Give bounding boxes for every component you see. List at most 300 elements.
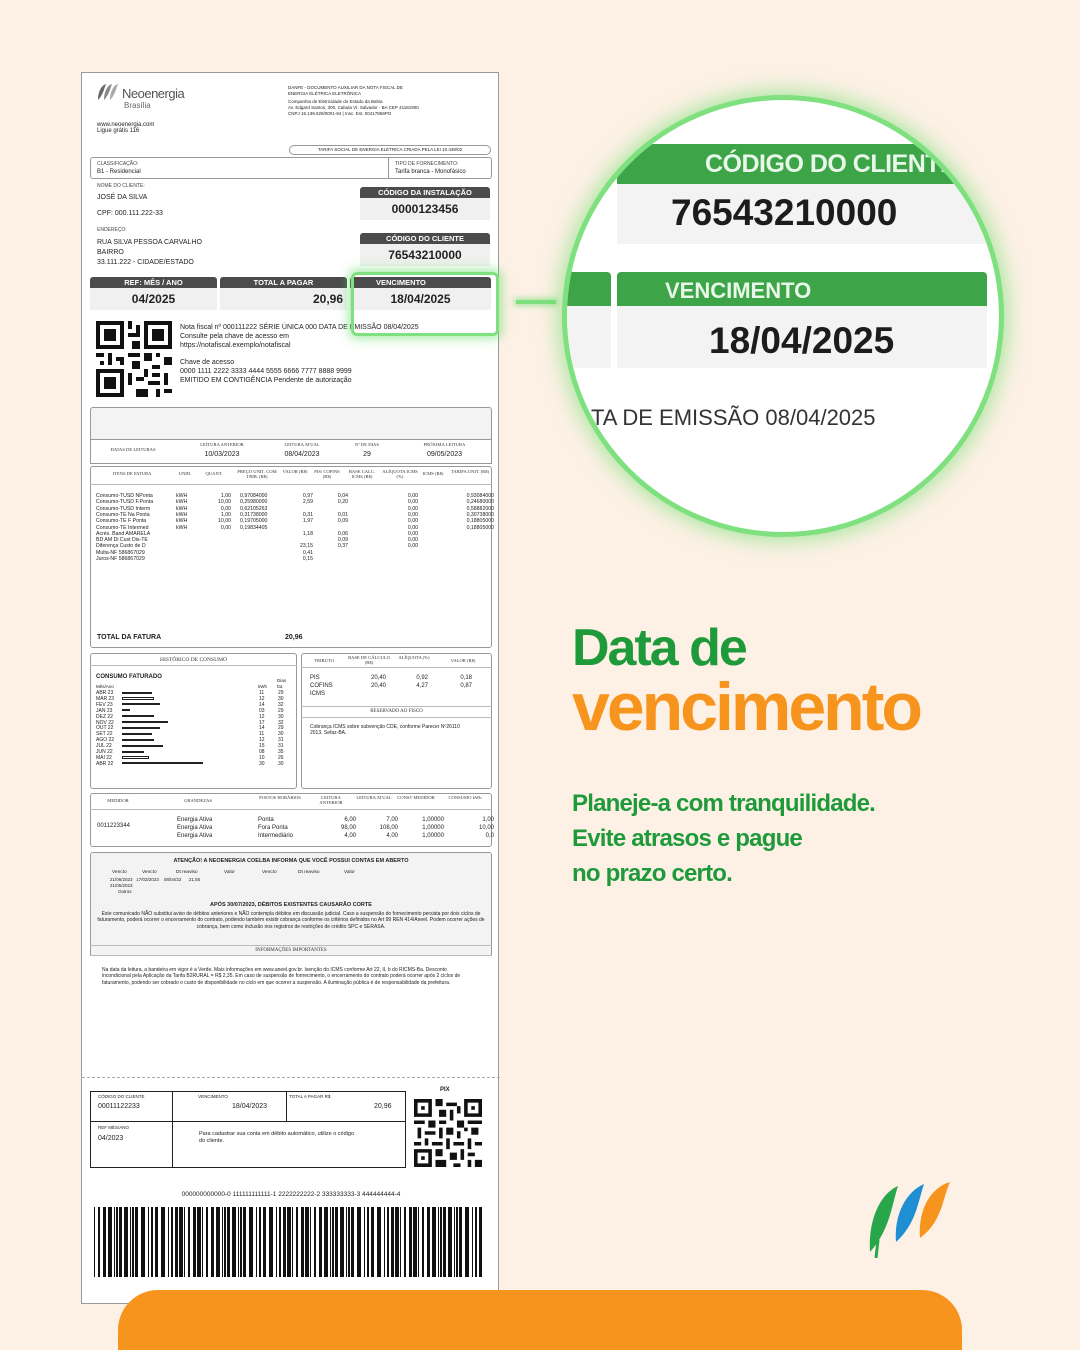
item-price: 0,31738000 bbox=[240, 511, 268, 518]
barcode-bar bbox=[240, 1207, 242, 1277]
meter-divider bbox=[90, 809, 492, 810]
barcode-bar bbox=[387, 1207, 389, 1277]
ref-header: REF: MÊS / ANO bbox=[90, 277, 217, 288]
meter-atual: 7,00 bbox=[386, 817, 398, 823]
meter-col-3: LEITURA ANTERIOR bbox=[319, 795, 343, 806]
barcode-bar bbox=[197, 1207, 201, 1277]
history-days: 30 bbox=[278, 731, 284, 738]
barcode-bar bbox=[211, 1207, 214, 1277]
history-bar bbox=[122, 751, 144, 753]
history-month: AGO 22 bbox=[96, 737, 115, 744]
barcode-bar bbox=[371, 1207, 374, 1277]
barcode-bar bbox=[148, 1207, 149, 1277]
item-aliq: 0,00 bbox=[407, 518, 418, 525]
items-col-7: ALÍQUOTA ICMS (%) bbox=[382, 469, 418, 480]
history-kwh: 14 bbox=[259, 725, 265, 732]
due-header: VENCIMENTO bbox=[350, 277, 491, 288]
barcode-bar bbox=[188, 1207, 190, 1277]
history-col-month: Mês/Ano bbox=[96, 684, 114, 689]
history-days: 32 bbox=[278, 719, 284, 726]
history-divider bbox=[90, 665, 297, 666]
items-header-divider bbox=[90, 484, 492, 485]
barcode-bar bbox=[391, 1207, 394, 1277]
zoom-lens bbox=[567, 100, 999, 532]
meter-const: 1,00000 bbox=[422, 825, 444, 831]
item-pis: 0,01 bbox=[337, 511, 348, 518]
item-price: 0,19705000 bbox=[240, 518, 268, 525]
barcode-bar bbox=[124, 1207, 128, 1277]
item-pis: 0,04 bbox=[337, 493, 348, 499]
barcode-bar bbox=[404, 1207, 406, 1277]
history-kwh: 17 bbox=[259, 719, 265, 726]
history-month: JUL 22 bbox=[96, 743, 112, 750]
notice-col: Vencto bbox=[142, 870, 157, 875]
reading-val-2: 29 bbox=[363, 451, 371, 458]
reading-col-2: Nº DE DIAS bbox=[355, 442, 379, 447]
barcode-bar bbox=[292, 1207, 293, 1277]
history-month: ABR 23 bbox=[96, 690, 114, 696]
history-kwh: 30 bbox=[259, 760, 265, 767]
meter-const: 1,00000 bbox=[422, 817, 444, 823]
meter-grandezas: Energia Ativa bbox=[177, 825, 213, 831]
item-quant: 0,00 bbox=[220, 524, 231, 531]
reserved-divider-bottom bbox=[301, 717, 492, 718]
tax-col-2: ALÍQUOTA (%) bbox=[398, 655, 430, 660]
customer-cpf: CPF: 000.111.222-33 bbox=[97, 210, 163, 217]
barcode-bar bbox=[98, 1207, 100, 1277]
meter-const: 1,00000 bbox=[422, 833, 444, 839]
info-title: INFORMAÇÕES IMPORTANTES bbox=[255, 948, 327, 953]
tarifa-social-note: TARIFA SOCIAL DE ENERGIA ELÉTRICA CRIADA PELA LEI 10.438/02 bbox=[289, 145, 491, 155]
item-price: 0,19834405 bbox=[240, 524, 268, 531]
item-name: Acrés. Band AMARELA bbox=[96, 530, 151, 537]
item-tarifa: 0,30738000 bbox=[466, 511, 494, 518]
history-days: 30 bbox=[278, 713, 284, 720]
barcode-bar bbox=[238, 1207, 239, 1277]
neoenergia-logo bbox=[96, 83, 120, 104]
item-aliq: 0,00 bbox=[407, 537, 418, 544]
barcode-bar bbox=[472, 1207, 473, 1277]
meter-col-1: GRANDEZAS bbox=[184, 798, 212, 803]
barcode-bar bbox=[296, 1207, 298, 1277]
meter-col-6: CONSUMO kWh bbox=[448, 795, 482, 800]
customer-name: JOSÉ DA SILVA bbox=[97, 194, 148, 201]
history-month: JUN 22 bbox=[96, 749, 113, 755]
tax-note: Cobrança ICMS sobre subvenção CDE, conforme Parecer Nº26110 2013. Sefaz-BA. bbox=[310, 724, 460, 737]
barcode-bar bbox=[346, 1207, 347, 1277]
zoom-client-code: 76543210000 bbox=[671, 192, 898, 233]
item-pis: 0,09 bbox=[337, 537, 348, 544]
barcode-bar bbox=[227, 1207, 230, 1277]
nf-qr-code-icon[interactable] bbox=[96, 321, 172, 397]
barcode-bar bbox=[427, 1207, 430, 1277]
history-bar bbox=[122, 715, 154, 717]
barcode-bar bbox=[243, 1207, 246, 1277]
address-label: ENDEREÇO: bbox=[97, 227, 127, 233]
meter-postos: Intermediário bbox=[258, 833, 294, 839]
meter-col-2: POSTOS HORÁRIOS bbox=[259, 795, 301, 800]
meter-id: 0011223344 bbox=[97, 823, 130, 829]
history-title: HISTÓRICO DE CONSUMO bbox=[160, 657, 227, 663]
history-month: NOV 22 bbox=[96, 719, 114, 726]
company-name: Companhia de Eletricidade do Estado da Bahia bbox=[288, 99, 383, 104]
items-col-2: QUANT. bbox=[205, 471, 223, 476]
nf-key: 0000 1111 2222 3333 4444 5555 6666 7777 8888 9999 bbox=[180, 368, 352, 375]
item-unid: kWH bbox=[176, 493, 188, 499]
barcode-bar bbox=[432, 1207, 436, 1277]
item-valor: 0,15 bbox=[302, 556, 313, 562]
notice-after: APÓS 30/07/2023, DÉBITOS EXISTENTES CAUSARÃO CORTE bbox=[210, 902, 372, 908]
history-col-days: Dias fat. bbox=[277, 678, 287, 689]
barcode-bar bbox=[310, 1207, 311, 1277]
install-code-header: CÓDIGO DA INSTALAÇÃO bbox=[360, 187, 490, 198]
barcode-bar bbox=[283, 1207, 286, 1277]
promo-line-2: Evite atrasos e pague bbox=[572, 825, 802, 852]
history-month: MAI 22 bbox=[96, 754, 112, 761]
meter-postos: Fora Ponta bbox=[258, 825, 288, 831]
meter-cons: 0,0 bbox=[485, 833, 494, 839]
client-code-header: CÓDIGO DO CLIENTE bbox=[360, 233, 490, 244]
zoom-total-box-edge bbox=[567, 306, 611, 368]
notice-col: Valor bbox=[224, 870, 235, 875]
item-name: Diferença Custo de D bbox=[96, 543, 146, 550]
notice-title: ATENÇÃO! A NEOENERGIA COELBA INFORMA QUE VOCÊ POSSUI CONTAS EM ABERTO bbox=[173, 858, 409, 864]
barcode-bar bbox=[222, 1207, 223, 1277]
barcode-bar bbox=[319, 1207, 322, 1277]
barcode-bar bbox=[263, 1207, 266, 1277]
item-price: 0,97084000 bbox=[240, 493, 268, 499]
tax-base-1: 20,40 bbox=[370, 682, 386, 689]
history-kwh: 11 bbox=[259, 731, 265, 738]
pix-qr-code-icon[interactable] bbox=[414, 1098, 482, 1168]
history-days: 35 bbox=[278, 749, 284, 755]
item-quant: 0,00 bbox=[220, 505, 231, 512]
name-label: NOME DO CLIENTE: bbox=[97, 183, 145, 189]
item-unid: kWH bbox=[176, 524, 188, 531]
items-col-8: ICMS (R$) bbox=[422, 471, 444, 476]
meter-ant: 4,00 bbox=[344, 833, 356, 839]
meter-col-0: MEDIDOR bbox=[107, 798, 129, 803]
item-valor: 0,97 bbox=[302, 493, 313, 499]
items-col-4: VALOR (R$) bbox=[282, 469, 308, 474]
items-body bbox=[90, 493, 492, 613]
barcode-bar bbox=[422, 1207, 424, 1277]
meter-ant: 98,00 bbox=[340, 825, 356, 831]
notice-col: Vencto bbox=[262, 870, 277, 875]
items-col-3: PREÇO UNIT. COM TRIB. (R$) bbox=[237, 469, 277, 480]
nf-key-label: Chave de acesso bbox=[180, 359, 235, 367]
barcode-bar bbox=[108, 1207, 112, 1277]
barcode-bar bbox=[132, 1207, 134, 1277]
history-days: 29 bbox=[278, 725, 284, 732]
barcode-bar bbox=[184, 1207, 185, 1277]
stub-divider-v2 bbox=[286, 1091, 287, 1121]
history-bar bbox=[122, 739, 154, 741]
barcode-bar bbox=[224, 1207, 226, 1277]
history-days: 32 bbox=[278, 701, 284, 708]
tax-valor bbox=[442, 675, 472, 691]
history-body bbox=[96, 690, 296, 790]
item-tarifa: 0,24680000 bbox=[466, 499, 494, 506]
stub-ref-label: REF MÊS/ANO bbox=[98, 1125, 130, 1130]
item-tarifa: 0,93084000 bbox=[466, 493, 494, 499]
barcode-bar bbox=[475, 1207, 477, 1277]
history-month: FEV 23 bbox=[96, 701, 113, 708]
item-name: BD AM Di Cust Dis-TE bbox=[96, 537, 148, 544]
history-col-kwh: kWh bbox=[258, 684, 267, 689]
barcode-bar bbox=[116, 1207, 118, 1277]
barcode-bar bbox=[287, 1207, 291, 1277]
items-total-label: TOTAL DA FATURA bbox=[97, 634, 162, 641]
stub-divider-h bbox=[90, 1121, 406, 1122]
item-name: Consumo-TUSD F.Ponta bbox=[96, 499, 154, 506]
item-aliq: 0,00 bbox=[407, 511, 418, 518]
item-valor: 1,97 bbox=[302, 518, 313, 525]
notice-col: Valor bbox=[344, 870, 355, 875]
barcode-bar bbox=[357, 1207, 361, 1277]
history-bar bbox=[122, 762, 203, 764]
item-aliq: 0,00 bbox=[407, 505, 418, 512]
barcode-bar bbox=[395, 1207, 399, 1277]
reserved-divider-top bbox=[301, 706, 492, 707]
stub-due-label: VENCIMENTO bbox=[198, 1094, 228, 1099]
barcode-bar bbox=[454, 1207, 455, 1277]
zoom-total-header-edge bbox=[567, 272, 611, 306]
barcode-bar bbox=[216, 1207, 220, 1277]
tax-col-1: BASE DE CÁLCULO (R$) bbox=[348, 655, 390, 666]
stub-total: 20,96 bbox=[374, 1103, 392, 1110]
barcode-bar bbox=[479, 1207, 482, 1277]
client-code: 76543210000 bbox=[360, 244, 490, 266]
barcode-bar bbox=[161, 1207, 165, 1277]
bottom-orange-bar bbox=[118, 1290, 962, 1350]
nf-line3[interactable]: https://notafiscal.exemplo/notafiscal bbox=[180, 341, 291, 349]
total-value: 20,96 bbox=[220, 288, 347, 310]
item-valor: 23,15 bbox=[300, 543, 313, 550]
barcode-bar bbox=[314, 1207, 316, 1277]
item-unid: kWH bbox=[176, 505, 188, 512]
barcode-bar bbox=[418, 1207, 419, 1277]
barcode-bar bbox=[175, 1207, 178, 1277]
barcode-icon[interactable] bbox=[94, 1207, 488, 1277]
install-code: 0000123456 bbox=[360, 198, 490, 220]
item-aliq: 0,00 bbox=[407, 493, 418, 499]
reading-val-0: 10/03/2023 bbox=[204, 451, 240, 458]
info-text: Na data da leitura, a bandeira em vigor é a Verde. Mais informações em www.aneel.gov.br. Isenção do ICMS conforme Art 22, II, b do RICMS-Ba. Desconto incondicional pela Aplicação da Tarifa B2RURAL = R$ 2,35. Em caso de suspensão de fornecimento, o encerramento do contrato poderá ocorrer após 2 ciclos de faturamento, podendo ser cobrado o custo de disponibilidade no ciclo em que ocorrer a suspensão. A iluminação pública é de responsabilidade da prefeitura. bbox=[102, 967, 461, 986]
divider bbox=[388, 157, 389, 179]
danfe-text: DANFE - DOCUMENTO AUXILIAR DA NOTA FISCAL DE ENERGIA ELÉTRICA ELETRÔNICA bbox=[288, 85, 403, 96]
barcode-bar bbox=[413, 1207, 417, 1277]
item-name: Consumo-TUSD NPonta bbox=[96, 493, 153, 499]
tax-icms: ICMS bbox=[310, 690, 325, 697]
tax-base bbox=[352, 675, 386, 691]
tax-valor-0: 0,18 bbox=[460, 675, 472, 681]
barcode-bar bbox=[456, 1207, 458, 1277]
item-valor: 1,18 bbox=[302, 530, 313, 537]
item-price: 0,62105263 bbox=[240, 505, 268, 512]
history-bar bbox=[122, 733, 152, 735]
notice-row-0: 21/06/2023 bbox=[110, 877, 133, 882]
item-pis: 0,37 bbox=[337, 543, 348, 550]
neoenergia-leaf-icon bbox=[96, 83, 120, 101]
history-sub: CONSUMO FATURADO bbox=[96, 674, 162, 680]
history-kwh: 15 bbox=[259, 743, 265, 750]
barcode-bar bbox=[269, 1207, 273, 1277]
barcode-bar bbox=[202, 1207, 203, 1277]
item-unid: kWH bbox=[176, 511, 188, 518]
meter-cons: 10,00 bbox=[478, 825, 494, 831]
supply-value: Tarifa branca - Monofásico bbox=[395, 169, 466, 175]
notice-extra-0: 21/05/2023 bbox=[110, 883, 133, 888]
item-pis: 0,09 bbox=[337, 518, 348, 525]
barcode-bar bbox=[179, 1207, 183, 1277]
barcode-bar bbox=[103, 1207, 106, 1277]
barcode-bar bbox=[119, 1207, 122, 1277]
info-divider-top bbox=[90, 945, 492, 946]
tax-aliq bbox=[398, 675, 428, 691]
meter-cons: 1,00 bbox=[482, 817, 494, 823]
item-name: Juros-NF 586867029 bbox=[96, 556, 145, 562]
barcode-bar bbox=[330, 1207, 331, 1277]
notice-row-1: 17/03/2023 bbox=[136, 877, 159, 882]
brand-name: Neoenergia bbox=[122, 86, 185, 101]
nf-line2: Consulte pela chave de acesso em bbox=[180, 332, 289, 340]
barcode-bar bbox=[114, 1207, 115, 1277]
meter-col-4: LEITURA ATUAL bbox=[356, 795, 392, 800]
meter-atual: 108,00 bbox=[379, 825, 398, 831]
tax-cofins: COFINS bbox=[310, 682, 333, 689]
history-days: 30 bbox=[278, 760, 284, 767]
tax-valor-1: 0,87 bbox=[460, 682, 472, 689]
tax-aliq-0: 0,92 bbox=[416, 675, 428, 681]
reading-val-1: 08/04/2023 bbox=[284, 451, 320, 458]
barcode-bar bbox=[332, 1207, 334, 1277]
barcode-bar bbox=[305, 1207, 309, 1277]
zoom-client-label: CÓDIGO DO CLIENTE bbox=[705, 150, 957, 178]
barcode-digits: 000000000000-0 111111111111-1 2222222222-2 333333333-3 444444444-4 bbox=[181, 1191, 401, 1198]
history-days: 31 bbox=[278, 743, 284, 750]
barcode-bar bbox=[206, 1207, 208, 1277]
history-bar bbox=[122, 745, 163, 747]
tax-col-3: VALOR (R$) bbox=[450, 658, 476, 663]
barcode-bar bbox=[465, 1207, 469, 1277]
company-cnpj: CNPJ 15.139.629/0001-94 | Insc. Est. 00417869PO bbox=[288, 111, 392, 116]
barcode-bar bbox=[256, 1207, 257, 1277]
nf-line1: Nota fiscal nº 000111222 SÉRIE ÚNICA 000 DATA DE EMISSÃO 08/04/2025 bbox=[180, 324, 419, 331]
barcode-bar bbox=[249, 1207, 253, 1277]
stub-divider-v1 bbox=[172, 1091, 173, 1168]
barcode-bar bbox=[340, 1207, 344, 1277]
item-name: Consumo-TUSD Interm bbox=[96, 505, 151, 512]
item-tarifa: 0,58882000 bbox=[466, 505, 494, 512]
history-kwh: 08 bbox=[259, 749, 265, 755]
history-kwh: 11 bbox=[259, 690, 265, 696]
notice-col: Vencto bbox=[112, 870, 127, 875]
history-days: 29 bbox=[278, 690, 284, 696]
history-kwh: 14 bbox=[259, 701, 265, 708]
stub-client-label: CÓDIGO DO CLIENTE bbox=[98, 1094, 145, 1099]
history-month: OUT 22 bbox=[96, 725, 114, 732]
meter-body bbox=[90, 817, 492, 845]
history-bar bbox=[122, 692, 152, 694]
notice-row bbox=[110, 877, 200, 883]
notice-row-2: 08/04/22 bbox=[163, 877, 182, 882]
reading-col-3: PRÓXIMA LEITURA bbox=[423, 442, 466, 447]
item-unid: kWH bbox=[176, 518, 188, 525]
item-name: Consumo-TE F Ponta bbox=[96, 518, 147, 525]
barcode-bar bbox=[348, 1207, 350, 1277]
neoenergia-logo-icon bbox=[866, 1180, 954, 1258]
reading-val-3: 09/05/2023 bbox=[426, 451, 463, 458]
brand-site[interactable]: www.neoenergia.com bbox=[97, 122, 155, 128]
meter-postos: Ponta bbox=[258, 817, 274, 823]
barcode-bar bbox=[409, 1207, 412, 1277]
history-kwh: 12 bbox=[259, 737, 265, 744]
item-aliq: 0,00 bbox=[407, 543, 418, 550]
promo-title-1: Data de bbox=[572, 619, 746, 677]
notice-row-3: 21,55 bbox=[188, 877, 201, 882]
barcode-bar bbox=[141, 1207, 145, 1277]
tax-col-0: TRIBUTO bbox=[314, 658, 334, 663]
barcode-bar bbox=[279, 1207, 281, 1277]
barcode-bar bbox=[171, 1207, 173, 1277]
items-col-9: TARIFA UNIT. (R$) bbox=[450, 469, 490, 474]
ref-value: 04/2025 bbox=[90, 288, 217, 310]
promo-line-1: Planeje-a com tranquilidade. bbox=[572, 790, 876, 817]
item-aliq: 0,00 bbox=[407, 524, 418, 531]
barcode-bar bbox=[438, 1207, 439, 1277]
tax-base-0: 20,40 bbox=[370, 675, 386, 681]
reading-col-1: LEITURA ATUAL bbox=[284, 442, 320, 447]
barcode-bar bbox=[193, 1207, 196, 1277]
barcode-bar bbox=[364, 1207, 365, 1277]
barcode-bar bbox=[276, 1207, 277, 1277]
item-quant: 1,00 bbox=[220, 493, 231, 499]
history-kwh: 10 bbox=[259, 754, 265, 761]
barcode-bar bbox=[448, 1207, 452, 1277]
due-date-highlight bbox=[351, 272, 499, 336]
barcode-bar bbox=[443, 1207, 446, 1277]
notice-col: Dt reaviso bbox=[298, 870, 320, 875]
items-col-5: PIS/ COFINS (R$) bbox=[314, 469, 340, 480]
zoom-connector bbox=[516, 300, 556, 304]
barcode-bar bbox=[155, 1207, 158, 1277]
reading-col-0: LEITURA ANTERIOR bbox=[200, 442, 244, 447]
item-tarifa: 0,18805000 bbox=[466, 518, 494, 525]
item-pis: 0,20 bbox=[337, 499, 348, 506]
item-quant: 10,00 bbox=[218, 499, 231, 506]
brand-phone: Ligue grátis 116 bbox=[97, 128, 140, 134]
notice-extra-1: Outros bbox=[118, 889, 132, 894]
barcode-bar bbox=[459, 1207, 462, 1277]
item-name: Consumo-TE Intermed bbox=[96, 524, 149, 531]
history-kwh: 03 bbox=[259, 707, 265, 714]
nf-contingency: EMITIDO EM CONTIGÊNCIA Pendente de autorização bbox=[180, 376, 352, 384]
barcode-bar bbox=[301, 1207, 304, 1277]
item-name: Multa-NF 586867029 bbox=[96, 549, 145, 556]
stub-debit-note: Para cadastrar sua conta em débito automático, utilize o código do cliente. bbox=[199, 1131, 355, 1144]
barcode-bar bbox=[367, 1207, 369, 1277]
stub-ref: 04/2023 bbox=[98, 1135, 124, 1142]
barcode-bar bbox=[335, 1207, 338, 1277]
taxes-divider bbox=[301, 667, 492, 668]
item-valor: 0,41 bbox=[302, 549, 313, 556]
history-bar bbox=[122, 703, 160, 705]
tax-aliq-1: 4,27 bbox=[416, 682, 428, 689]
history-kwh: 12 bbox=[259, 713, 265, 720]
due-value: 18/04/2025 bbox=[350, 288, 491, 310]
items-col-6: BASE CALC. ICMS (R$) bbox=[348, 469, 376, 480]
